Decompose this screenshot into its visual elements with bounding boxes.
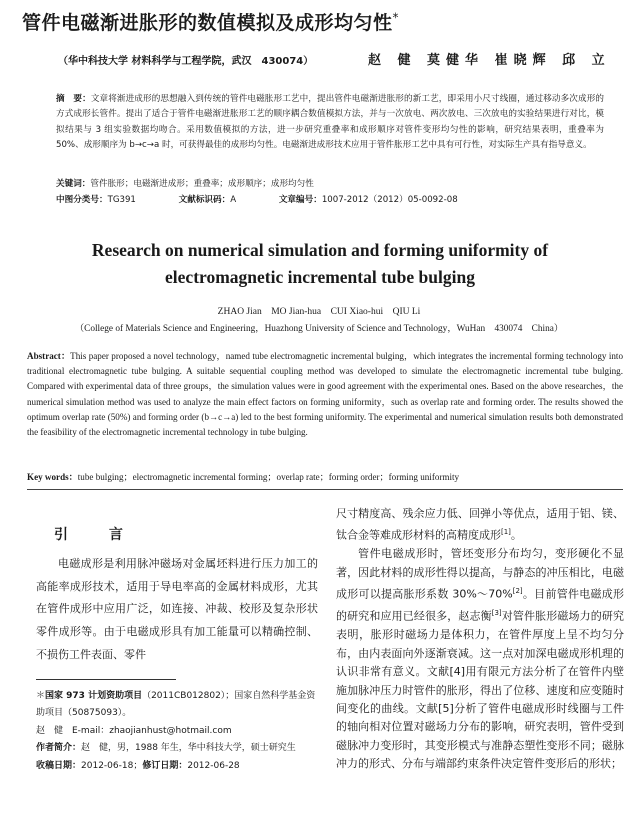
- section-separator: [27, 489, 623, 490]
- funding-text: （2011CB012802）；国家自然科学基金资助项目（50875093）。: [36, 691, 316, 719]
- title-footnote-mark: *: [392, 10, 400, 25]
- bio-label: 作者简介：: [36, 743, 82, 754]
- intro-left-column: [36, 553, 318, 667]
- intro-right-paragraph-1: [336, 505, 624, 545]
- right-p1-text: 尺寸精度高、残余应力低、回弹小等优点，适用于铝、镁、钛合金等难成形材料的高精度成形: [336, 507, 624, 543]
- contact-note: 赵 健 E-mail：zhaojianhust@hotmail.com: [36, 725, 232, 736]
- citation-2: [2]: [512, 587, 523, 596]
- right-p2-text-a: 管件电磁成形时，管坯变形分布均匀，变形硬化不显著，因此材料的成形性得以提高，与静态的冲压相比，电磁成形可以提高胀形系数 30%～70%: [336, 547, 624, 601]
- doc-code-label: 文献标识码：: [178, 195, 231, 205]
- citation-5: [5]: [438, 702, 454, 716]
- english-keywords-text: tube bulging；electromagnetic incremental forming；overlap rate；forming order；forming uniformity: [77, 472, 460, 482]
- clc-value: TG391: [107, 195, 136, 205]
- intro-heading: 引 言: [54, 527, 141, 543]
- dates-note: [36, 758, 320, 775]
- bio-note: [36, 740, 320, 757]
- article-number-label: 文章编号：: [278, 195, 322, 205]
- revised-label: 修订日期：: [142, 760, 188, 771]
- english-title: [40, 237, 600, 291]
- intro-right-paragraph-2: [336, 545, 624, 773]
- clc-label: 中图分类号：: [56, 195, 108, 205]
- revised-date: 2012-06-28: [187, 760, 240, 771]
- english-abstract: [27, 349, 623, 440]
- right-p1-end: 。: [510, 529, 522, 543]
- right-p2-text-e: 分析了管件电磁成形时线圈与工件的轴向相对位置对磁场力分布的影响，研究表明，管件受到磁脉冲力变形时，其变形模式与准静态塑性变形不同；磁脉冲力的形式、分布与端部约束条件决定管件变形后的形状；: [336, 702, 625, 771]
- funding-mark: ＊: [36, 691, 46, 701]
- citation-3: [3]: [491, 609, 502, 618]
- citation-4: [4]: [449, 665, 466, 679]
- chinese-keywords: [56, 177, 314, 192]
- funding-note: [36, 688, 320, 723]
- chinese-keywords-text: 管件胀形；电磁渐进成形；重叠率；成形顺序；成形均匀性: [90, 179, 314, 189]
- chinese-abstract: [56, 92, 604, 154]
- english-abstract-text: This paper proposed a novel technology，named tube electromagnetic incremental bulging，which integrates the incremental forming technology into traditional electromagnetic tube bulging. A suitable sequential coupling method was developed to simulate the electromagnetic incremental tube bulging. Compared with experimental data of three groups，the simulation values were in good agreement with the experimental ones. Based on the above researches，the numerical simulation method was used to analyze the main effect factors on forming uniformity，such as overlap rate and forming order. The results showed the optimum overlap rate (50%) and forming order (b→c→a) led to the best forming uniformity. The experimental and numerical simulation results both demonstrated the feasibility of the electromagnetic incremental technology in tube bulging.: [27, 351, 623, 438]
- chinese-abstract-label: 摘 要：: [56, 94, 91, 104]
- funding-label: 国家 973 计划资助项目: [45, 691, 143, 701]
- english-title-line-2: electromagnetic incremental tube bulging: [165, 267, 475, 287]
- received-date: 2012-06-18；: [81, 760, 143, 771]
- intro-right-column: [336, 505, 624, 774]
- english-keywords: [27, 470, 623, 483]
- intro-left-paragraph: 电磁成形是利用脉冲磁场对金属坯料进行压力加工的高能率成形技术，适用于导电率高的金属材料成形，尤其在管件成形中应用广泛，如连接、冲裁、校形及复杂形状零件成形等。由于电磁成形具有加工能量可以精确控制、不损伤工件表面、零件: [36, 557, 318, 661]
- footnotes: [36, 688, 320, 775]
- right-p2-text-d: 用有限元方法分析了在管件内壁施加脉冲压力时管件的胀形，得出了位移、速度和应变随时间变化的曲线。文献: [336, 665, 625, 716]
- chinese-title: [22, 8, 622, 35]
- footnote-rule: [36, 679, 176, 680]
- right-p2-text-b: 。目前管件电磁成形的研究和应用已经很多，赵志衡: [336, 587, 624, 623]
- chinese-abstract-text: 文章将渐进成形的思想融入到传统的管件电磁胀形工艺中，提出管件电磁渐进胀形的新工艺，即采用小尺寸线圈，通过移动多次成形的方式成形长管件。提出了适合于管件电磁渐进胀形工艺的顺序耦合数值模拟方法，并与一次放电、两次放电、三次放电的实验结果进行对比，模拟结果与 3 组实验数据均吻合。采用数值模拟的方法，进一步研究重叠率和成形顺序对管件变形均匀性的影响，研究结果表明，重叠率为 50%、成形顺序为 b→c→a 时，可获得最佳的成形均匀性。电磁渐进成形技术应用于管件胀形工艺中具有可行性，对实际生产具有指导意义。: [56, 94, 604, 151]
- doc-code-value: A: [230, 195, 237, 205]
- right-p2-text-c: 对管件胀形磁场力的研究表明，胀形时磁场力是体积力，在管件厚度上呈不均匀分布，由内表面向外逐渐衰减。这一点对加深电磁成形机理的认识非常有意义。文献: [336, 610, 625, 679]
- chinese-affiliation: （华中科技大学 材料科学与工程学院，武汉 430074）: [58, 56, 314, 67]
- chinese-keywords-label: 关键词：: [56, 179, 91, 189]
- bio-text: 赵 健，男，1988 年生，华中科技大学，硕士研究生: [81, 743, 296, 754]
- citation-1: [1]: [501, 528, 511, 537]
- english-keywords-label: Key words：: [27, 472, 78, 482]
- english-affiliation: （College of Materials Science and Engineering，Huazhong University of Science and Technology，WuHan 430074 China）: [74, 324, 564, 334]
- received-label: 收稿日期：: [36, 760, 82, 771]
- english-authors: ZHAO Jian MO Jian-hua CUI Xiao-hui QIU Li: [217, 307, 421, 317]
- classification-line: [56, 193, 498, 208]
- chinese-affiliation-line: [58, 52, 618, 67]
- chinese-title-text: 管件电磁渐进胀形的数值模拟及成形均匀性: [22, 12, 393, 34]
- article-number-value: 1007-2012（2012）05-0092-08: [321, 195, 458, 205]
- chinese-authors: 赵 健 莫健华 崔晓辉 邱 立: [368, 53, 611, 68]
- english-title-line-1: Research on numerical simulation and forming uniformity of: [91, 240, 549, 260]
- english-abstract-label: Abstract：: [27, 351, 71, 361]
